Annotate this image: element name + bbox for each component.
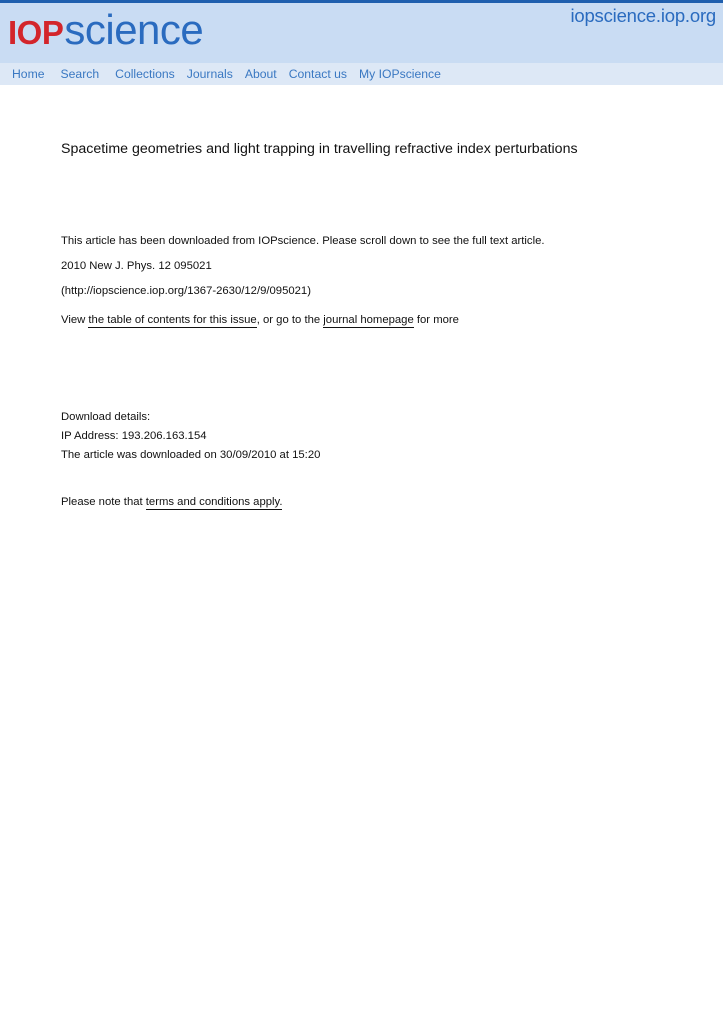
- header-banner: [0, 0, 723, 63]
- nav-bar: [0, 63, 723, 85]
- nav-item-journals[interactable]: Journals: [186, 66, 233, 81]
- toc-link[interactable]: the table of contents for this issue: [88, 314, 257, 326]
- iopscience-logo[interactable]: [8, 3, 203, 53]
- view-line: [61, 314, 459, 328]
- logo-iop-text: IOP: [8, 14, 64, 51]
- view-prefix: View: [61, 314, 89, 326]
- article-title: Spacetime geometries and light trapping in travelling refractive index perturbations: [61, 141, 578, 157]
- nav-item-home[interactable]: Home: [12, 66, 45, 81]
- view-suffix: for more: [413, 314, 459, 326]
- journal-homepage-link[interactable]: journal homepage: [323, 314, 414, 326]
- terms-link[interactable]: terms and conditions apply.: [145, 496, 283, 508]
- nav-item-collections[interactable]: Collections: [115, 66, 175, 81]
- logo-science-text: science: [64, 6, 204, 53]
- terms-prefix: Please note that: [61, 496, 146, 508]
- nav-item-about[interactable]: About: [244, 66, 277, 81]
- site-url[interactable]: iopscience.iop.org: [570, 5, 716, 26]
- ip-address: IP Address: 193.206.163.154: [61, 430, 207, 442]
- terms-line: [61, 496, 282, 510]
- download-date: The article was downloaded on 30/09/2010 at 15:20: [61, 449, 321, 461]
- view-middle: , or go to the: [256, 314, 324, 326]
- article-url: (http://iopscience.iop.org/1367-2630/12/9/095021): [61, 285, 311, 297]
- download-details-heading: Download details:: [61, 411, 151, 423]
- download-notice: This article has been downloaded from IOPscience. Please scroll down to see the full text article.: [61, 235, 545, 247]
- citation: 2010 New J. Phys. 12 095021: [61, 260, 212, 272]
- nav-item-contact-us[interactable]: Contact us: [288, 66, 347, 81]
- nav-item-search[interactable]: Search: [60, 66, 100, 81]
- nav-item-my-iopscience[interactable]: My IOPscience: [358, 66, 441, 81]
